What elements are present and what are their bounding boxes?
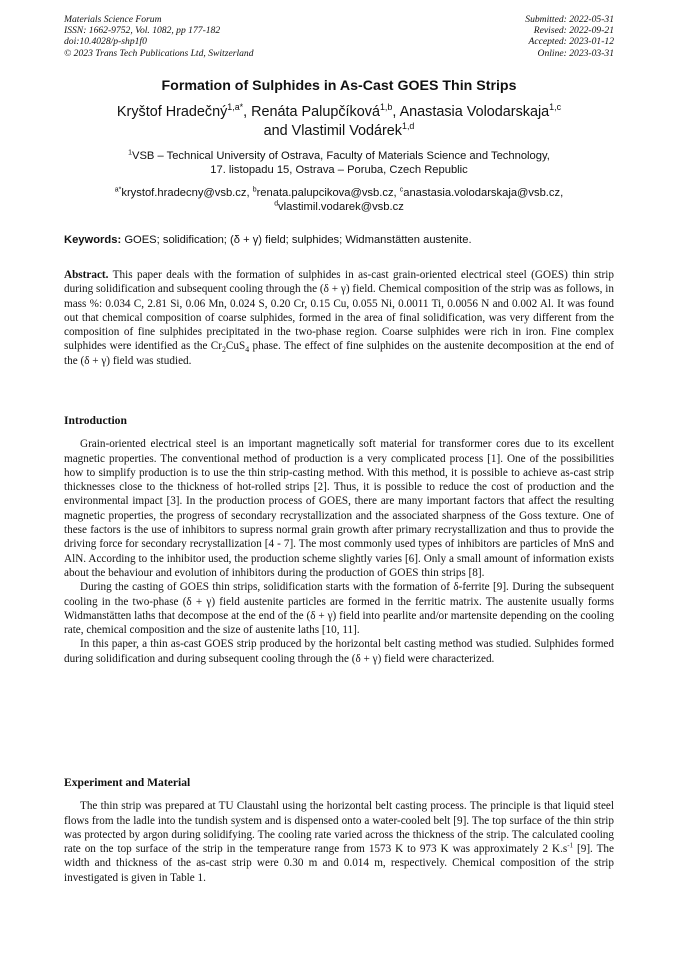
experiment-section: [64, 776, 614, 885]
author-affil-sup: 1,b: [379, 102, 393, 113]
abstract-text: phase. The effect of fine sulphides on the austenite decomposition at the end of the (δ + γ) field was studied.: [64, 340, 614, 367]
author-name: Vlastimil Vodárek: [291, 122, 402, 139]
online-date: Online: 2023-03-31: [537, 47, 614, 59]
affil-sup: 1: [128, 149, 132, 157]
accepted-date: Accepted: 2023-01-12: [528, 36, 614, 48]
email-link[interactable]: renata.palupcikova@vsb.cz,: [256, 187, 397, 199]
paragraph: During the casting of GOES thin strips, solidification starts with the formation of δ-ferrite [9]. During the subsequent cooling in the two-phase (δ + γ) field austenite particles are formed in the ferritic matrix. The austenite usually forms Widmanstätten laths that decompose at the end of the (δ + γ) field into pearlite and/or martensite depending on the cooling rate, chemical composition and the size of austenite laths [10, 11].: [64, 581, 614, 637]
copyright: © 2023 Trans Tech Publications Ltd, Switzerland: [64, 47, 254, 59]
formula-sub: 4: [245, 345, 250, 355]
journal-header-right: [525, 14, 614, 59]
formula-part: CuS: [225, 340, 246, 353]
journal-header-left: [64, 14, 254, 59]
author-name: Kryštof Hradečný: [116, 104, 228, 120]
abstract-text: This paper deals with the formation of sulphides in as-cast grain-oriented electrical steel (GOES) thin strip during solidification and subsequent cooling through the (δ + γ) field. Chemical composition of the strip was as follows, in mass %: 0.034 C, 2.81 Si, 0.06 Mn, 0.024 S, 0.20 Cr, 0.15 Cu, 0.055 Ni, 0.0011 Ti, 0.0056 N and 0.002 Al. It was found out that chemical composition of coarse sulphides, formed in the area of final solidification, was very different from the composition of fine sulphides precipitated in the two-phase region. Coarse sulphides were rich in iron. Fine complex sulphides were identified as the Cr: [64, 269, 614, 353]
email-sup: b: [252, 186, 257, 194]
email-link[interactable]: anastasia.volodarskaja@vsb.cz,: [403, 187, 564, 199]
paragraph: In this paper, a thin as-cast GOES strip produced by the horizontal belt casting method was studied. Sulphides formed during solidification and during subsequent cooling through the (δ + γ) field were characterized.: [64, 638, 614, 665]
unit-sup: -1: [567, 841, 574, 850]
affiliation: [40, 149, 638, 177]
affil-line: 17. listopadu 15, Ostrava – Poruba, Czech Republic: [210, 164, 468, 176]
keywords-label: Keywords:: [64, 234, 122, 246]
email-link[interactable]: vlastimil.vodarek@vsb.cz: [278, 201, 404, 213]
abstract-label: Abstract.: [64, 269, 109, 281]
email-sup: d: [274, 200, 279, 208]
formula-sub: 2: [222, 345, 226, 355]
keywords-text: GOES; solidification; (δ + γ) field; sulphides; Widmanstätten austenite.: [124, 234, 472, 246]
author-name: Anastasia Volodarskaja: [399, 104, 550, 120]
paragraph: Grain-oriented electrical steel is an important magnetically soft material for transformer cores due to its excellent magnetic properties. The conventional method of production is a very complicated process [1]. One of the possibilities how to simplify production is to use the thin strip-casting method. With this method, it is possible to achieve as-cast strip thicknesses close to the thickness of hot-rolled strips [2]. Thus, it is possible to reduce the cost of production and the environmental impact [3]. In the production process of GOES, there are many important factors that affect the resulting magnetic properties, the progress of secondary recrystallization and the associated sharpness of the Goss texture. One of these factors is the use of inhibitors to supress normal grain growth after primary recrystallization and thus to provide the driving force for secondary recrystallization [4 - 7]. The most commonly used types of inhibitors are particles of MnS and AlN. According to the inhibitor used, the production scheme slightly varies [6]. Only a small amount of information exists about the behaviour and evolution of inhibitors during the production of GOES thin strips [8].: [64, 438, 614, 579]
introduction-section: [64, 414, 614, 666]
paragraph-text: [9]. The width and thickness of the as-cast strip were 0.30 m and 0.014 m, respectively. Chemical composition of the strip investigated is given in Table 1.: [64, 843, 614, 884]
author-affil-sup: 1,a*: [227, 102, 244, 113]
paragraph: [64, 799, 614, 885]
affil-line: VSB – Technical University of Ostrava, Faculty of Materials Science and Technology,: [131, 150, 550, 162]
revised-date: Revised: 2022-09-21: [533, 25, 614, 37]
author-affil-sup: 1,c: [549, 102, 562, 113]
author-list: Kryštof Hradečný$^{1,a*}$, Renáta Palupčíková$^{1,b}$, Anastasia Volodarskaja$^{1,c}$ and Vlastimil Vodárek$^{1,d}$: [116, 102, 562, 139]
keywords: [64, 234, 624, 246]
doi: doi:10.4028/p-shp1f0: [64, 36, 147, 48]
author-affil-sup: 1,d: [402, 120, 415, 131]
section-heading: Experiment and Material: [64, 776, 191, 789]
abstract: [64, 268, 614, 368]
paragraph-text: The thin strip was prepared at TU Claustahl using the horizontal belt casting process. The principle is that liquid steel flows from the ladle into the tundish system and is dispensed onto a water-cooled belt [9]. The top surface of the thin strip was protected by argon during solidifying. The cooling rate varied across the thickness of the strip. The calculated cooling rate on the top surface of the strip in the temperature range from 1573 K to 973 K was approximately 2 K.s: [64, 800, 614, 856]
author-name: Renáta Palupčíková: [251, 104, 380, 120]
paper-title: Formation of Sulphides in As-Cast GOES Thin Strips: [161, 78, 517, 94]
section-heading: Introduction: [64, 414, 127, 427]
author-emails: [40, 186, 638, 214]
submitted-date: Submitted: 2022-05-31: [525, 14, 614, 25]
email-sup: a*: [114, 186, 122, 194]
email-sup: c: [399, 186, 404, 194]
author-conj: and: [263, 122, 288, 139]
email-link[interactable]: krystof.hradecny@vsb.cz,: [121, 187, 250, 199]
journal-name: Materials Science Forum: [64, 14, 162, 25]
issn: ISSN: 1662-9752, Vol. 1082, pp 177-182: [64, 25, 221, 37]
